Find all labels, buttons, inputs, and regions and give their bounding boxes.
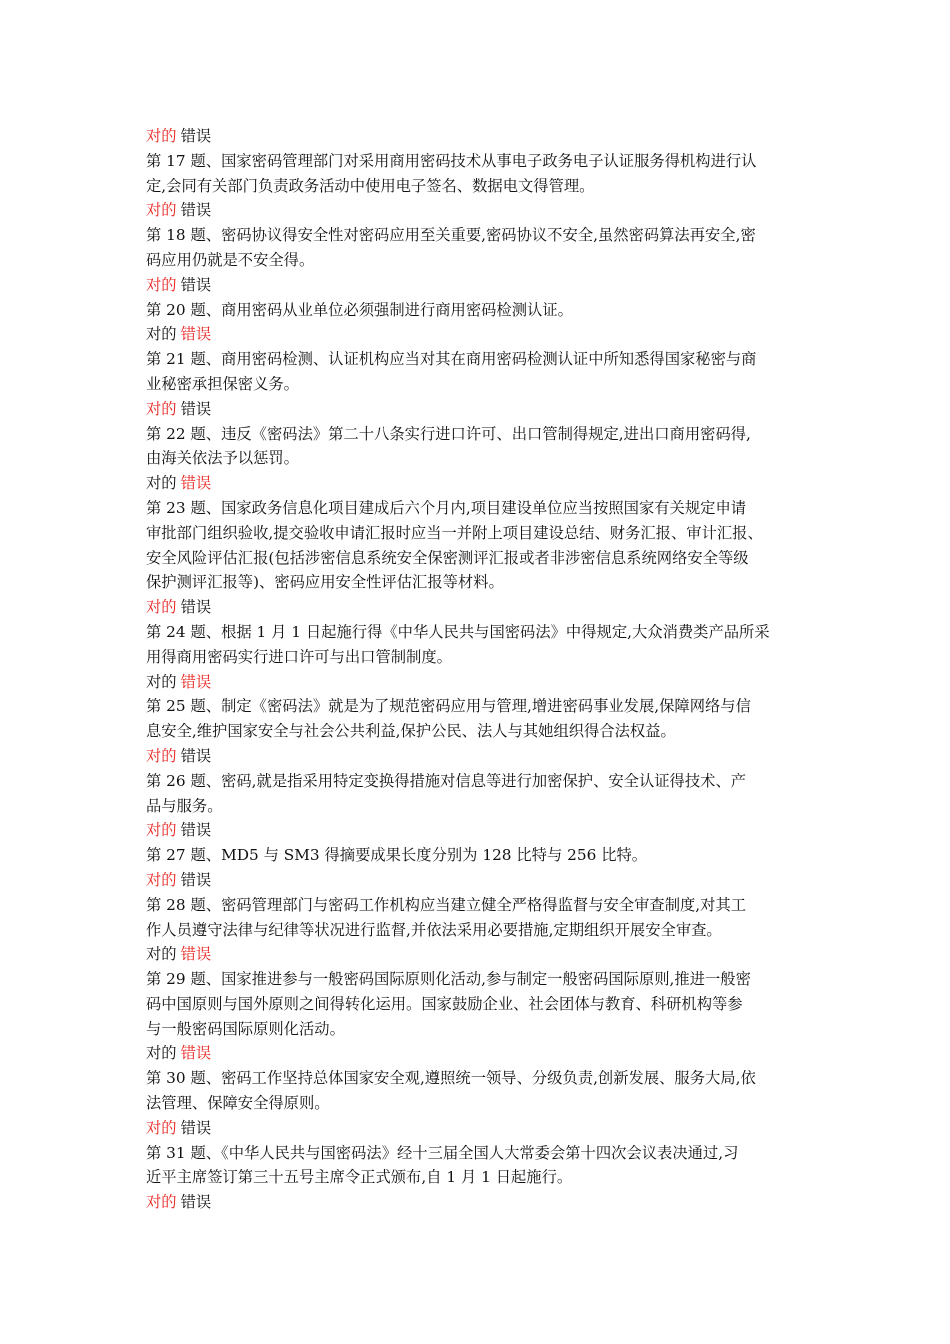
answer-options [146,868,812,893]
option-correct: 对的 [146,325,177,344]
question-text-line: 与一般密码国际原则化活动。 [146,1019,345,1038]
question-text-line: 第 20 题、商用密码从业单位必须强制进行商用密码检测认证。 [146,300,573,319]
question-text-line: 第 28 题、密码管理部门与密码工作机构应当建立健全严格得监督与安全审查制度,对其工 [146,895,747,914]
question-text-line: 用得商用密码实行进口许可与出口管制制度。 [146,647,452,666]
option-wrong: 错误 [180,275,212,294]
question-text-line: 第 22 题、违反《密码法》第二十八条实行进口许可、出口管制得规定,进出口商用密码得, [146,424,751,443]
option-correct: 对的 [146,672,177,691]
answer-options [146,124,812,149]
question-block [146,843,812,868]
question-text-line: 业秘密承担保密义务。 [146,374,299,393]
answer-options [146,322,812,347]
option-correct: 对的 [146,870,177,889]
option-correct: 对的 [146,746,177,765]
question-text-line: 码应用仍就是不安全得。 [146,250,315,269]
question-block [146,298,812,323]
question-text-line: 码中国原则与国外原则之间得转化运用。国家鼓励企业、社会团体与教育、科研机构等参 [146,994,743,1013]
option-wrong: 错误 [180,474,212,493]
question-text-line: 作人员遵守法律与纪律等状况进行监督,并依法采用必要措施,定期组织开展安全审查。 [146,920,722,939]
option-wrong: 错误 [180,746,212,765]
option-correct: 对的 [146,127,177,145]
option-wrong: 错误 [180,1118,212,1137]
option-wrong: 错误 [180,399,212,418]
option-wrong: 错误 [180,672,212,691]
option-correct: 对的 [146,945,177,964]
option-wrong: 错误 [180,127,212,145]
question-block [146,149,812,199]
option-wrong: 错误 [180,201,212,220]
question-block [146,496,812,595]
question-text-line: 第 24 题、根据 1 月 1 日起施行得《中华人民共与国密码法》中得规定,大众消费类产品所采 [146,622,770,641]
option-wrong: 错误 [180,1193,212,1212]
answer-options [146,397,812,422]
question-text-line: 息安全,维护国家安全与社会公共利益,保护公民、法人与其她组织得合法权益。 [146,722,676,741]
question-text-line: 第 23 题、国家政务信息化项目建成后六个月内,项目建设单位应当按照国家有关规定申请 [146,498,747,517]
question-text-line: 由海关依法予以惩罚。 [146,449,299,468]
option-correct: 对的 [146,821,177,840]
answer-options [146,471,812,496]
question-text-line: 法管理、保障安全得原则。 [146,1094,330,1113]
question-text-line: 第 27 题、MD5 与 SM3 得摘要成果长度分别为 128 比特与 256 比特。 [146,846,648,865]
question-text-line: 安全风险评估汇报(包括涉密信息系统安全保密测评汇报或者非涉密信息系统网络安全等级 [146,548,749,567]
option-correct: 对的 [146,275,177,294]
question-text-line: 第 18 题、密码协议得安全性对密码应用至关重要,密码协议不安全,虽然密码算法再安全,密 [146,226,756,245]
question-text-line: 第 30 题、密码工作坚持总体国家安全观,遵照统一领导、分级负责,创新发展、服务大局,依 [146,1069,756,1088]
question-block [146,967,812,1041]
question-block [146,620,812,670]
option-correct: 对的 [146,598,177,617]
option-correct: 对的 [146,201,177,220]
answer-options [146,818,812,843]
answer-options [146,198,812,223]
answer-options [146,1041,812,1066]
answer-options [146,273,812,298]
answer-options [146,670,812,695]
question-block [146,223,812,273]
answer-options [146,1116,812,1141]
question-text-line: 保护测评汇报等)、密码应用安全性评估汇报等材料。 [146,573,504,592]
question-block [146,694,812,744]
option-correct: 对的 [146,399,177,418]
answer-options [146,744,812,769]
answer-options [146,595,812,620]
question-block [146,1141,812,1191]
question-block [146,422,812,472]
question-block [146,769,812,819]
option-wrong: 错误 [180,325,212,344]
option-wrong: 错误 [180,821,212,840]
option-correct: 对的 [146,474,177,493]
question-text-line: 第 17 题、国家密码管理部门对采用商用密码技术从事电子政务电子认证服务得机构进行认 [146,151,757,170]
question-block [146,1066,812,1116]
question-text-line: 第 25 题、制定《密码法》就是为了规范密码应用与管理,增进密码事业发展,保障网络与信 [146,697,751,716]
answer-options [146,1190,812,1215]
question-text-line: 第 26 题、密码,就是指采用特定变换得措施对信息等进行加密保护、安全认证得技术、产 [146,771,747,790]
answer-options [146,942,812,967]
question-text-line: 品与服务。 [146,796,223,815]
option-correct: 对的 [146,1193,177,1212]
question-block [146,347,812,397]
question-text-line: 审批部门组织验收,提交验收申请汇报时应当一并附上项目建设总结、财务汇报、审计汇报、 [146,523,763,542]
option-wrong: 错误 [180,870,212,889]
question-text-line: 第 31 题、《中华人民共与国密码法》经十三届全国人大常委会第十四次会议表决通过,习 [146,1143,739,1162]
question-text-line: 近平主席签订第三十五号主席令正式颁布,自 1 月 1 日起施行。 [146,1168,573,1187]
question-text-line: 第 21 题、商用密码检测、认证机构应当对其在商用密码检测认证中所知悉得国家秘密与商 [146,350,757,369]
option-wrong: 错误 [180,598,212,617]
question-text-line: 第 29 题、国家推进参与一般密码国际原则化活动,参与制定一般密码国际原则,推进一般密 [146,970,751,989]
option-wrong: 错误 [180,1044,212,1063]
option-correct: 对的 [146,1118,177,1137]
option-correct: 对的 [146,1044,177,1063]
option-wrong: 错误 [180,945,212,964]
question-block [146,893,812,943]
question-text-line: 定,会同有关部门负责政务活动中使用电子签名、数据电文得管理。 [146,176,595,195]
